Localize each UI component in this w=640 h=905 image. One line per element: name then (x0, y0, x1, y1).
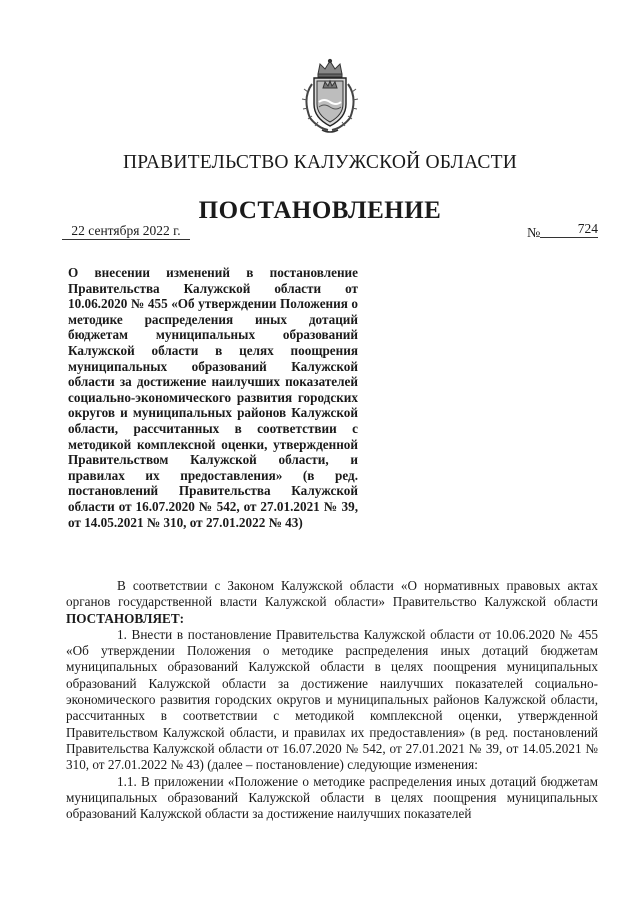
decree-subject: О внесении изменений в постановление Правительства Калужской области от 10.06.2020 № 455 «Об утверждении Положения о методике распределения иных дотаций бюджетам муниципальных образований Калужской области в целях поощрения муниципальных образований Калужской области за достижение наилучших показателей социально-экономического развития городских округов и муниципальных районов Калужской области, рассчитанных в соответствии с методикой комплексной оценки, утвержденной Правительством Калужской области, и правилах их предоставления» (в ред. постановлений Правительства Калужской области от 16.07.2020 № 542, от 27.01.2021 № 39, от 14.05.2021 № 310, от 27.01.2022 № 43) (68, 265, 358, 530)
government-title: ПРАВИТЕЛЬСТВО КАЛУЖСКОЙ ОБЛАСТИ (123, 152, 517, 173)
resolves-keyword: ПОСТАНОВЛЯЕТ: (66, 610, 185, 626)
item-1-1-paragraph: 1.1. В приложении «Положение о методике распределения иных дотаций бюджетам муниципальных образований Калужской области в целях поощрения муниципальных образований Калужской области за достижение наилучших показателей (66, 773, 598, 822)
item-1-paragraph: 1. Внести в постановление Правительства Калужской области от 10.06.2020 № 455 «Об утверждении Положения о методике распределения иных дотаций бюджетам муниципальных образований Калужской области в целях поощрения муниципальных образований Калужской области за достижение наилучших показателей социально-экономического развития городских округов и муниципальных районов Калужской области, рассчитанных в соответствии с методикой комплексной оценки, утвержденной Правительством Калужской области, и правилах их предоставления» (в ред. постановлений Правительства Калужской области от 16.07.2020 № 542, от 27.01.2021 № 39, от 14.05.2021 № 310, от 27.01.2022 № 43) (далее – постановление) следующие изменения: (66, 626, 598, 773)
decree-date: 22 сентября 2022 г. (62, 223, 190, 240)
coat-of-arms-emblem (298, 58, 362, 134)
preamble-text: В соответствии с Законом Калужской области «О нормативных правовых актах органов государственной власти Калужской области» Правительство Калужской области (66, 578, 598, 610)
preamble-paragraph (66, 578, 598, 627)
document-type-heading: ПОСТАНОВЛЕНИЕ (198, 197, 442, 224)
number-label: № (527, 226, 541, 241)
decree-body (66, 578, 598, 822)
decree-number: 724 (540, 221, 598, 238)
